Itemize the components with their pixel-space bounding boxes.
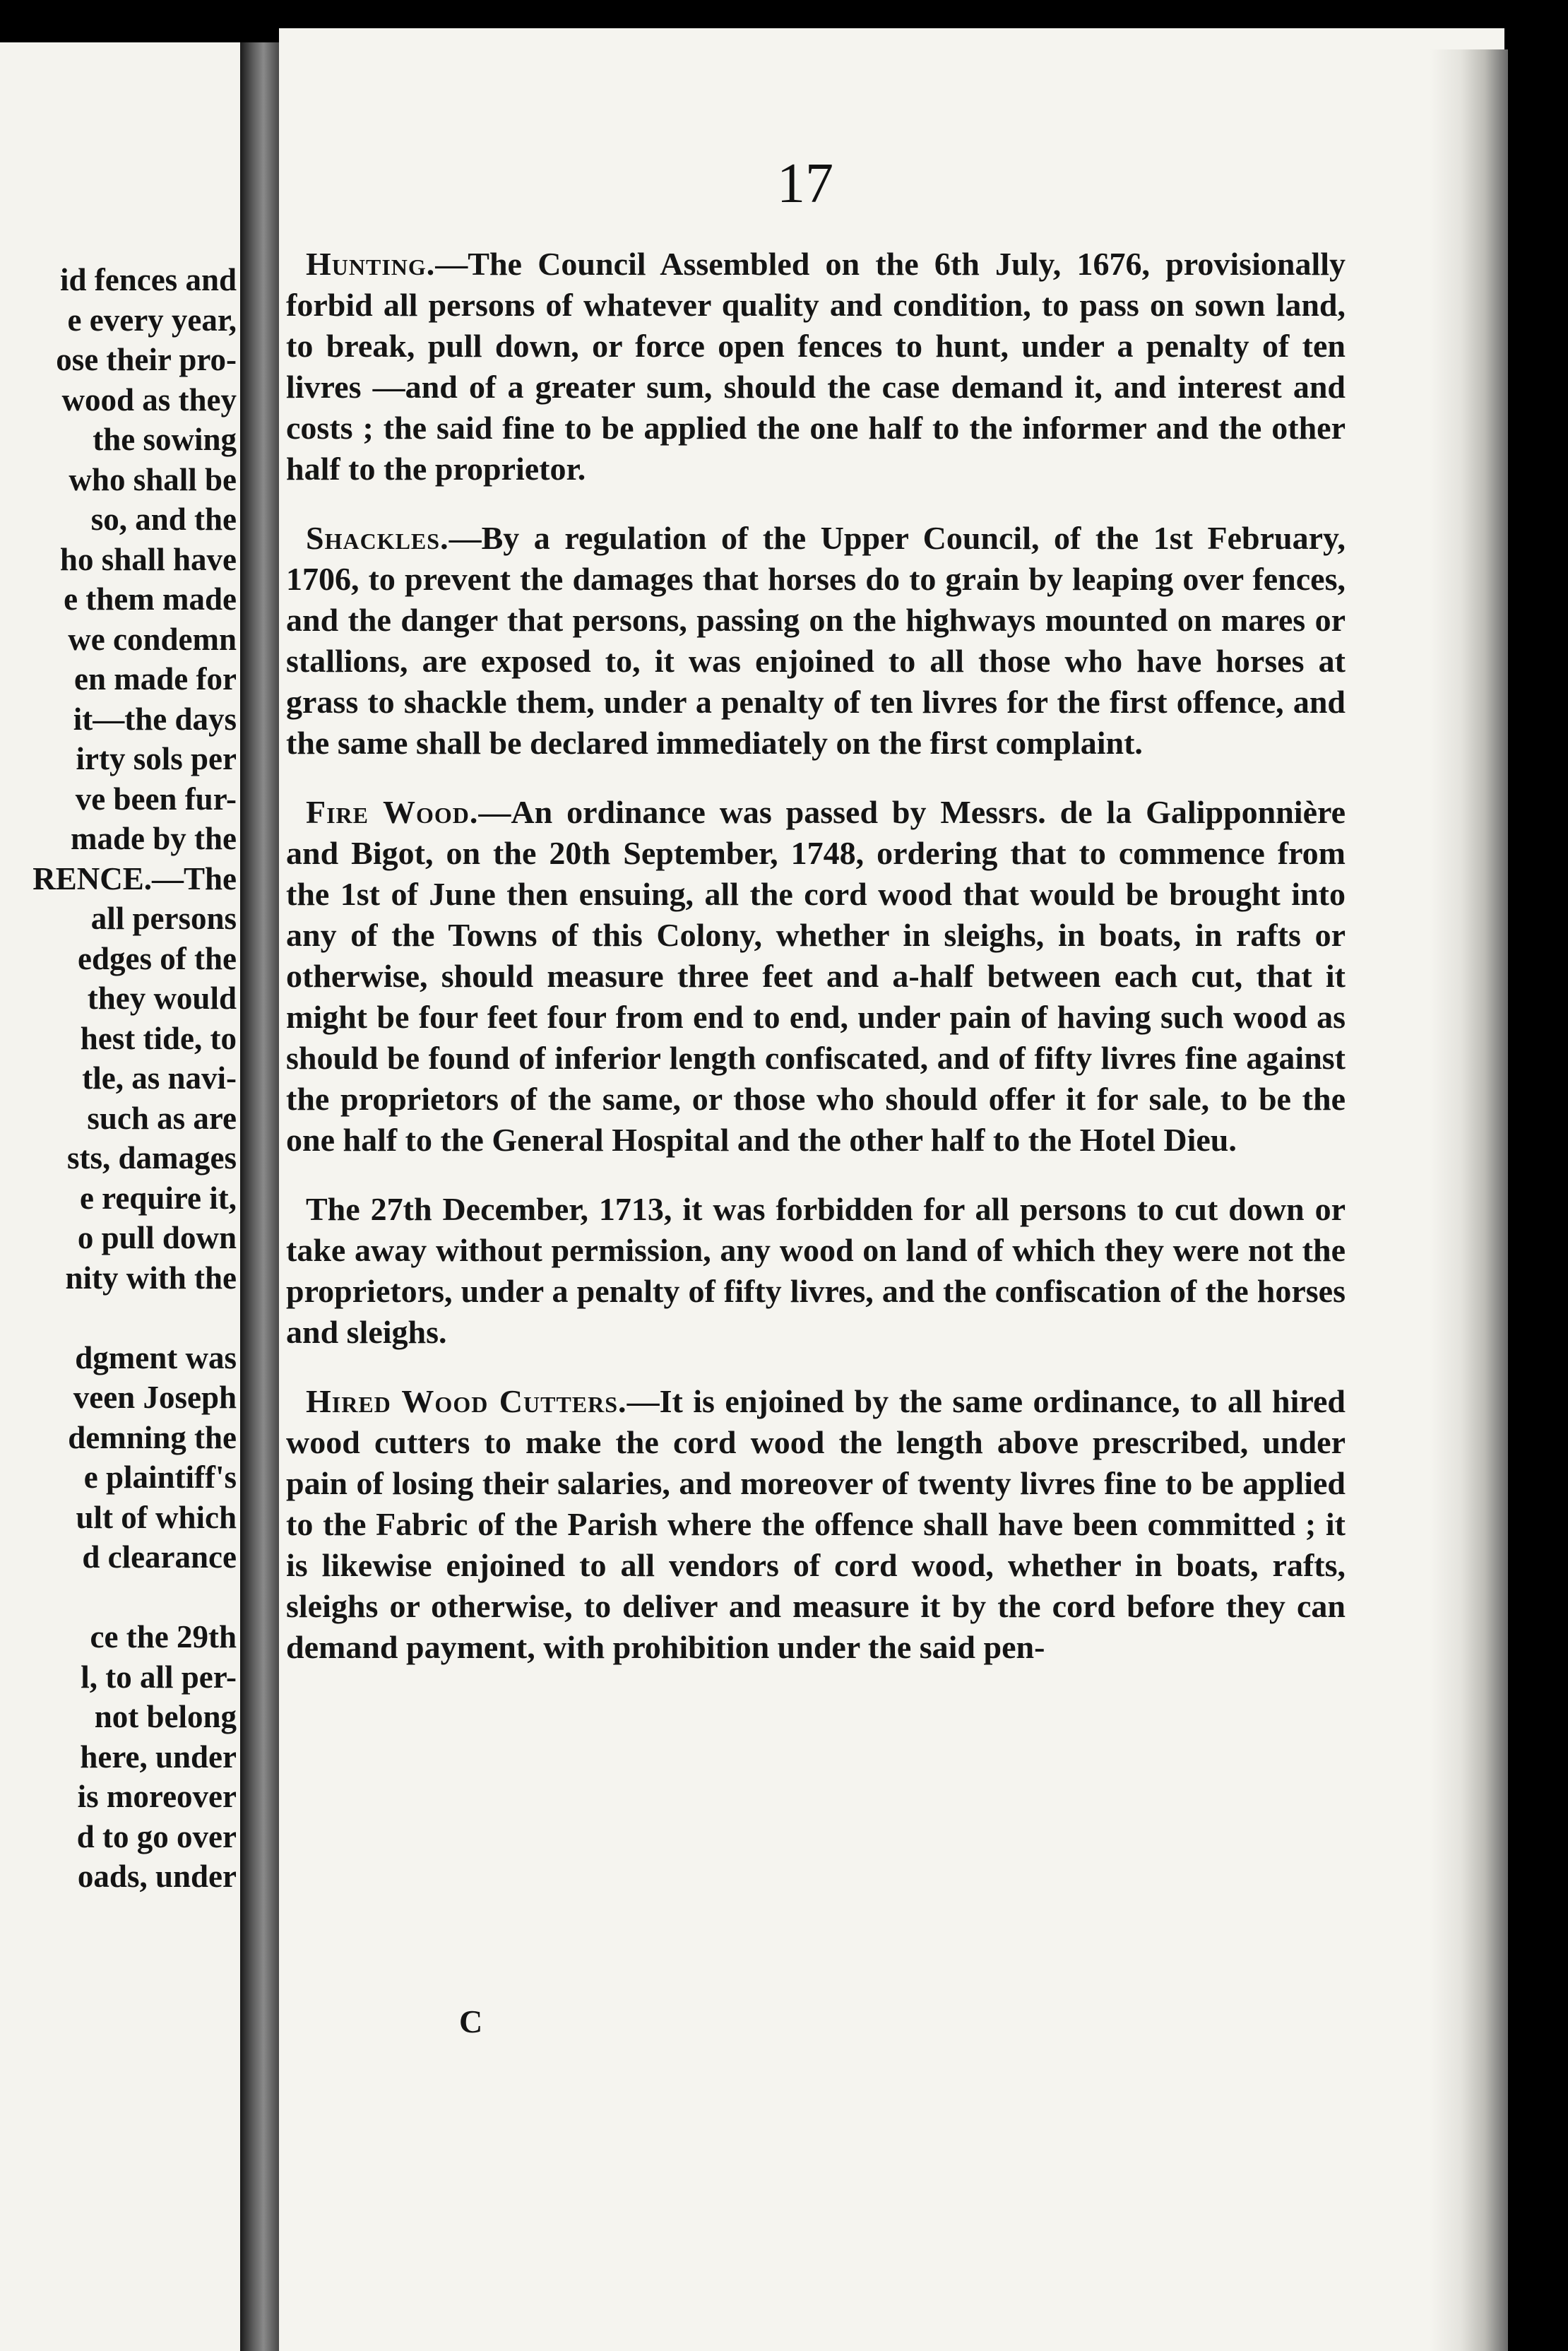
left-page-line: l, to all per- [81,1659,237,1695]
left-page-line: hest tide, to [80,1020,237,1056]
paragraph-text: —An ordinance was passed by Messrs. de la Galipponnière and Bigot, on the 20th September, 1748, ordering that to commence from the 1st of June then ensuing, all the cord wood that would be brought into any of the Towns of this Colony, whether in sleighs, in boats, in rafts or otherwise, should measure three feet and a-half between each cut, that it might be four feet four from end to end, under pain of having such wood as should be found of inferior length confiscated, and of fifty livres fine against the proprietors of the same, or those who should offer it for sale, to be the one half to the General Hospital and the other half to the Hotel Dieu. [286,794,1346,1158]
left-page-line: is moreover [77,1779,237,1814]
left-page-line: tle, as navi- [82,1060,237,1096]
left-page-line: here, under [80,1739,237,1775]
left-page-line: irty sols per [76,741,237,776]
left-page-line: o pull down [77,1220,237,1255]
left-page-line: all persons [90,901,237,936]
paragraph-shackles [286,518,1346,764]
paragraph-text: —It is enjoined by the same ordinance, to all hired wood cutters to make the cord wood the length above prescribed, under pain of losing their salaries, and moreover of twenty livres fine to be applied to the Fabric of the Parish where the offence shall have been committed ; it is likewise enjoined to all vendors of cord wood, whether in boats, rafts, sleighs or otherwise, to deliver and measure it by the cord before they can demand payment, with prohibition under the said pen- [286,1383,1346,1665]
page-number: 17 [777,153,833,215]
paragraph-heading: Hired Wood Cutters. [306,1383,627,1419]
left-page-line: wood as they [61,381,237,418]
left-page-line: such as are [87,1100,237,1136]
left-page-line: edges of the [78,940,237,976]
paragraph-heading: Shackles. [306,520,449,556]
left-page-line: dgment was [75,1339,237,1375]
paragraph-text: —By a regulation of the Upper Council, of the 1st February, 1706, to prevent the damages that horses do to grain by leaping over fences, and the danger that persons, passing on the highways mounted on mares or stallions, are exposed to, it was enjoined to all those who have horses at grass to shackle them, under a penalty of ten livres for the first offence, and the same shall be declared immediately on the first complaint. [286,520,1346,761]
left-page-line: e them made [64,581,237,617]
left-page-line: it—the days [73,701,237,737]
left-page-line: demning the [68,1419,237,1455]
signature-mark: C [459,2003,483,2039]
paragraph-fire-wood [286,792,1346,1161]
left-page-line: sts, damages [66,1140,237,1176]
paragraph-heading: Hunting. [306,246,436,282]
left-page-line: veen Joseph [73,1380,237,1415]
left-page-line: RENCE.—The [32,860,237,896]
left-page-line: oads, under [77,1859,237,1894]
paragraph-hired-wood-cutters [286,1381,1346,1668]
paragraph-text: —The Council Assembled on the 6th July, 1676, provisionally forbid all persons of whatever quality and condition, to pass on sown land, to break, pull down, or force open fences to hunt, under a penalty of ten livres —and of a greater sum, should the case demand it, and interest and costs ; the said fine to be applied the one half to the informer and the other half to the proprietor. [286,246,1346,487]
left-page-line: e plaintiff's [83,1459,237,1495]
left-page-line: made by the [71,821,237,856]
paragraph-text: The 27th December, 1713, it was forbidden for all persons to cut down or take away without permission, any wood on land of which they were not the proprietors, under a penalty of fifty livres, and the confiscation of the horses and sleighs. [286,1191,1346,1350]
left-page-line: not belong [94,1699,237,1734]
left-page-line: who shall be [69,461,237,497]
left-page-line: ce the 29th [90,1619,237,1654]
left-page-line: nity with the [65,1260,237,1296]
left-page-line: en made for [74,661,237,697]
left-page-line: so, and the [90,502,237,537]
left-page-line: ult of which [76,1499,237,1535]
left-page-line: ho shall have [59,541,237,577]
left-page-line: e every year, [67,302,237,338]
paragraph-december-1713 [286,1189,1346,1353]
paragraph-heading: Fire Wood. [306,794,479,830]
left-page-line: the sowing [93,422,237,457]
left-page-line: d clearance [82,1539,237,1575]
left-page-line: ve been fur- [75,781,237,817]
left-page-line: id fences and [59,262,237,297]
left-page-line: d to go over [76,1818,237,1854]
left-page-line: they would [87,981,237,1016]
page-edge [1430,49,1508,2351]
left-page-line: we condemn [68,621,237,657]
paragraph-hunting [286,244,1346,490]
left-page-line: ose their pro- [56,342,237,377]
left-page-line: e require it, [79,1180,237,1216]
left-facing-page [0,42,244,2351]
book-gutter [240,42,283,2351]
page-body [286,244,1346,1696]
